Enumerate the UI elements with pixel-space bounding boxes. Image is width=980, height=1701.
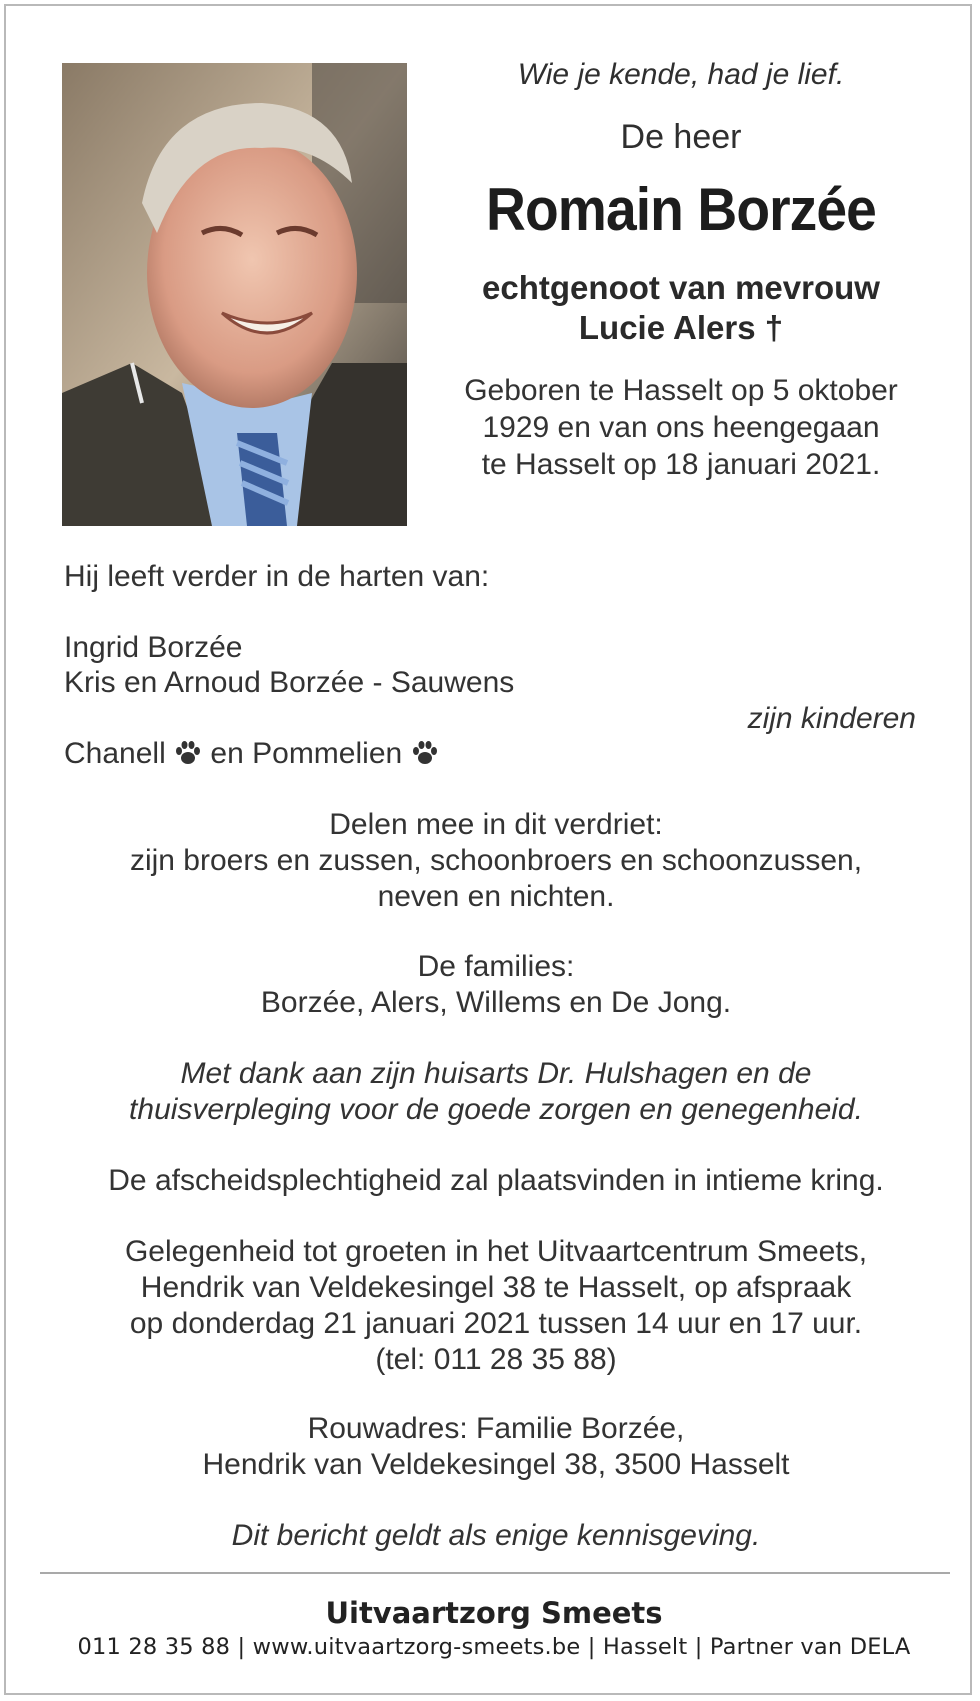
visit-line-3: op donderdag 21 januari 2021 tussen 14 uur en 17 uur. [129, 1307, 863, 1340]
families-line-1: De families: [417, 950, 575, 983]
spouse-line-1: echtgenoot van mevrouw [482, 269, 880, 306]
child-2: Kris en Arnoud Borzée - Sauwens [64, 666, 515, 699]
share-line-3: neven en nichten. [377, 880, 615, 913]
visit-line-2: Hendrik van Veldekesingel 38 te Hasselt, op afspraak [140, 1271, 852, 1304]
pets-line [64, 737, 439, 771]
pet-name-1: Chanell [64, 737, 166, 770]
share-block [36, 807, 956, 915]
address-block [36, 1411, 956, 1483]
visit-line-1: Gelegenheid tot groeten in het Uitvaartcentrum Smeets, [124, 1235, 868, 1268]
visit-line-4: (tel: 011 28 35 88) [375, 1343, 617, 1376]
share-line-1: Delen mee in dit verdriet: [329, 808, 663, 841]
motto: Wie je kende, had je lief. [517, 58, 845, 91]
footer-divider [40, 1572, 950, 1574]
funeral-company-info: 011 28 35 88 | www.uitvaartzorg-smeets.be | Hasselt | Partner van DELA [77, 1634, 911, 1660]
thanks-block [36, 1056, 956, 1128]
born-line-3: te Hasselt op 18 januari 2021. [481, 448, 881, 481]
spouse-line-2: Lucie Alers † [578, 309, 784, 346]
header-block [436, 54, 926, 483]
children-label: zijn kinderen [747, 702, 916, 735]
pets-middle: en Pommelien [210, 737, 403, 770]
born-line-2: 1929 en van ons heengegaan [482, 411, 880, 444]
thanks-line-1: Met dank aan zijn huisarts Dr. Hulshagen en de [180, 1057, 812, 1090]
birth-death-info [436, 372, 926, 483]
notice-text: Dit bericht geldt als enige kennisgeving. [231, 1519, 761, 1552]
deceased-name: Romain Borzée [486, 176, 876, 243]
child-1: Ingrid Borzée [64, 631, 243, 664]
funeral-company-name: Uitvaartzorg Smeets [325, 1596, 663, 1630]
families-block [36, 949, 956, 1021]
family-intro: Hij leeft verder in de harten van: [64, 560, 490, 593]
ceremony-text: De afscheidsplechtigheid zal plaatsvinden in intieme kring. [108, 1164, 884, 1197]
paw-icon [174, 740, 202, 766]
portrait-photo [62, 63, 407, 526]
address-line-1: Rouwadres: Familie Borzée, [307, 1412, 685, 1445]
share-line-2: zijn broers en zussen, schoonbroers en schoonzussen, [129, 844, 863, 877]
obituary-card [4, 4, 972, 1695]
spouse-info [436, 268, 926, 348]
born-line-1: Geboren te Hasselt op 5 oktober [464, 374, 898, 407]
paw-icon [411, 740, 439, 766]
salutation: De heer [620, 118, 742, 156]
visit-block [36, 1234, 956, 1378]
address-line-2: Hendrik van Veldekesingel 38, 3500 Hasselt [202, 1448, 790, 1481]
families-line-2: Borzée, Alers, Willems en De Jong. [260, 986, 732, 1019]
thanks-line-2: thuisverpleging voor de goede zorgen en genegenheid. [129, 1093, 863, 1126]
